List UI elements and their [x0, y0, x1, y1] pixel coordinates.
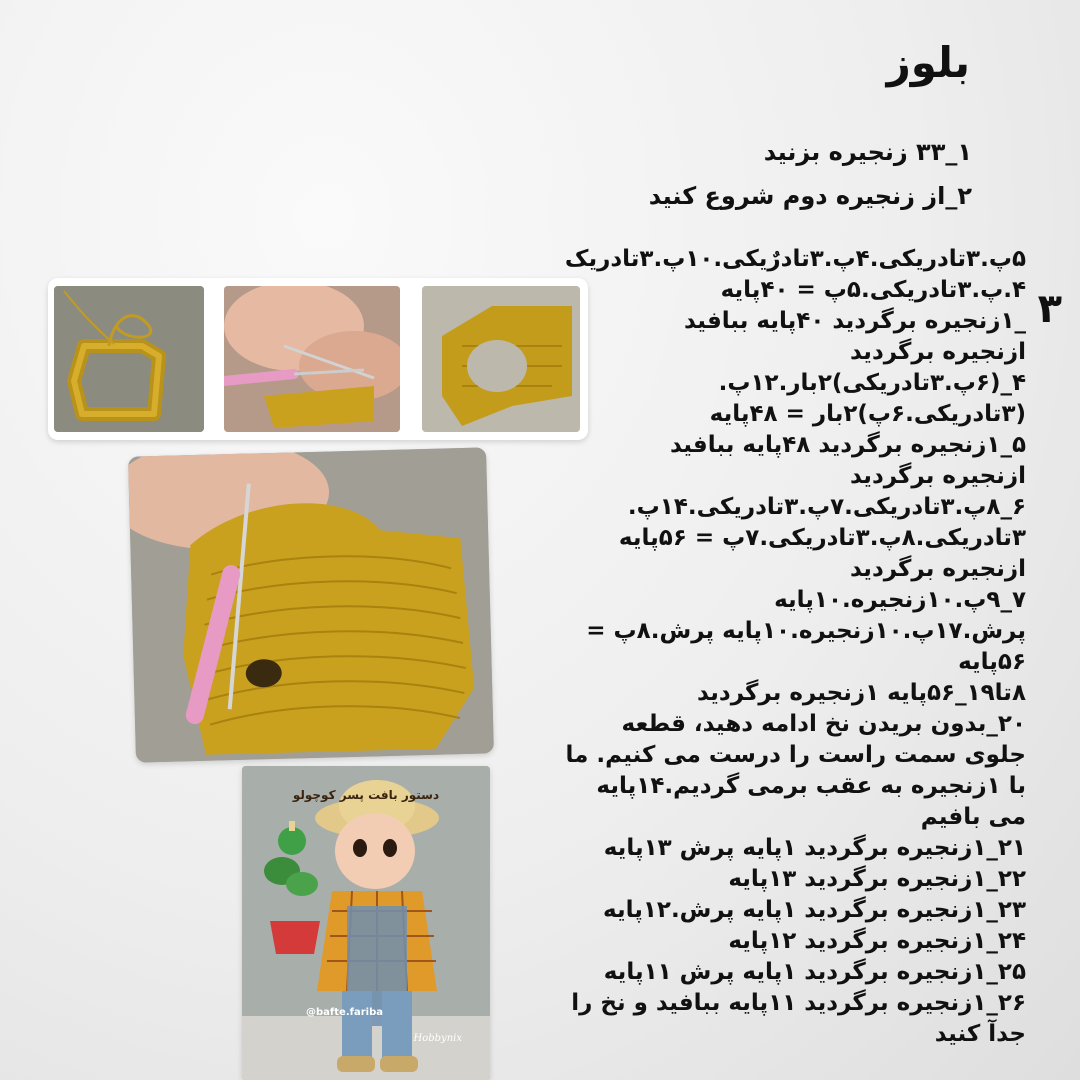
instruction-line: ۸تا۱۹_۵۶پایه ۱زنجیره برگردید: [697, 680, 1026, 706]
instruction-line: ۲۲_۱زنجیره برگردید ۱۳پایه: [728, 866, 1026, 892]
instruction-line: ۴.پ.۳تادریکی.۵پ = ۴۰پایه: [720, 277, 1026, 303]
progress-photo-hands-hook: [224, 286, 400, 432]
intro-step-2: ۲_از زنجیره دوم شروع کنید: [648, 182, 972, 210]
instruction-line: (۳تادریکی.۶پ)۲بار = ۴۸پایه: [709, 401, 1026, 427]
instruction-line: ۲۳_۱زنجیره برگردید ۱پایه پرش.۱۲پایه: [603, 897, 1026, 923]
instruction-line: ۴_(۶پ.۳تادریکی)۲بار.۱۲پ.: [718, 370, 1026, 396]
doll-photo-handle: @bafte.fariba: [306, 1007, 383, 1018]
doll-photo-brand: Hobbynix: [413, 1033, 462, 1044]
instruction-line: ۲۴_۱زنجیره برگردید ۱۲پایه: [728, 928, 1026, 954]
progress-photo-closeup: [128, 447, 494, 762]
step-3-marker: ۳: [1037, 286, 1062, 332]
instruction-line: ۲۵_۱زنجیره برگردید ۱پایه پرش ۱۱پایه: [603, 959, 1026, 985]
instruction-line: جلوی سمت راست را درست می کنیم. ما: [565, 742, 1026, 768]
finished-doll-photo: [242, 766, 490, 1080]
doll-photo-caption: دستور بافت پسر کوچولو: [292, 788, 440, 802]
instruction-line: می بافیم: [920, 804, 1026, 830]
page-title: بلوز: [886, 38, 970, 87]
instruction-line: ۶_۸پ.۳تادریکی.۷پ.۳تادریکی.۱۴پ.: [627, 494, 1026, 520]
instruction-line: جدآ کنید: [934, 1021, 1026, 1047]
instruction-line: ۵۶پایه: [958, 649, 1026, 675]
instruction-line: ۲۰_بدون بریدن نخ ادامه دهید، قطعه: [621, 711, 1026, 737]
instruction-line: ۵_۱زنجیره برگردید ۴۸پایه ببافید: [669, 432, 1026, 458]
instruction-line: ۲۱_۱زنجیره برگردید ۱پایه پرش ۱۳پایه: [603, 835, 1026, 861]
instruction-line: ۳تادریکی.۸پ.۳تادریکی.۷پ = ۵۶پایه: [618, 525, 1026, 551]
progress-photo-rows: [422, 286, 580, 432]
progress-photo-chain-loop: [54, 286, 204, 432]
instruction-line: ۷_۹پ.۱۰زنجیره.۱۰پایه: [774, 587, 1026, 613]
progress-photo-strip: [48, 278, 588, 440]
instruction-line: با ۱زنجیره به عقب برمی گردیم.۱۴پایه: [596, 773, 1026, 799]
instruction-line: _۱زنجیره برگردید ۴۰پایه ببافید: [684, 308, 1026, 334]
instruction-line: ۵پ.۳تادریکی.۴پ.۳تادرٌیکی.۱۰پ.۳تادریک: [564, 246, 1026, 272]
instruction-line: ۲۶_۱زنجیره برگردید ۱۱پایه ببافید و نخ را: [571, 990, 1026, 1016]
instruction-line: ازنجیره برگردید: [850, 556, 1026, 582]
intro-step-1: ۱_۳۳ زنجیره بزنید: [763, 138, 972, 166]
instruction-line: پرش.۱۷پ.۱۰زنجیره.۱۰پایه پرش.۸پ =: [586, 618, 1026, 644]
instruction-line: ازنجیره برگردید: [850, 463, 1026, 489]
pattern-instructions: [521, 244, 1026, 1050]
instruction-line: ازنجیره برگردید: [850, 339, 1026, 365]
